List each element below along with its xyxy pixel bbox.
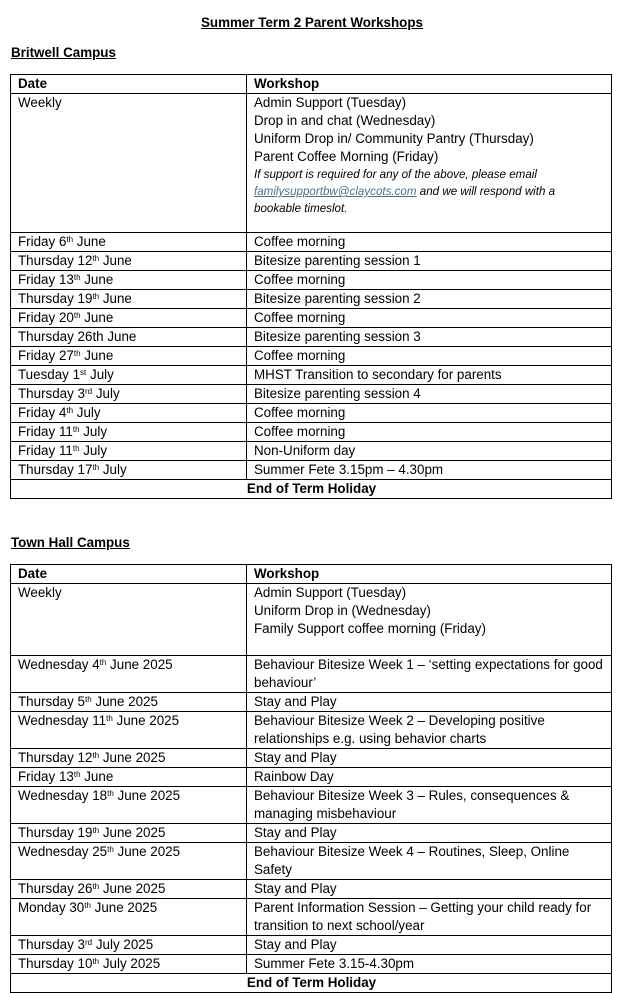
date-rest: June [99, 291, 132, 306]
date-rest: July [92, 386, 120, 401]
date-day: Friday [18, 272, 59, 287]
row-date [11, 385, 247, 404]
date-day: Thursday [18, 825, 78, 840]
table-row [11, 347, 612, 366]
row-workshop: Coffee morning [247, 271, 612, 290]
row-date [11, 309, 247, 328]
row-date [11, 787, 247, 824]
end-of-term-label: End of Term Holiday [11, 480, 612, 499]
date-rest: July 2025 [92, 937, 154, 952]
date-num: 12 [77, 253, 93, 268]
date-suffix: th [106, 714, 113, 723]
date-day: Thursday [18, 881, 78, 896]
row-workshop: Summer Fete 3.15pm – 4.30pm [247, 461, 612, 480]
end-of-term-row [11, 974, 612, 993]
weekly-label: Weekly [11, 584, 247, 656]
date-rest: June 2025 [91, 694, 158, 709]
date-num: 3 [77, 386, 85, 401]
date-rest: July 2025 [99, 956, 161, 971]
row-date [11, 233, 247, 252]
date-day: Friday [18, 424, 59, 439]
row-workshop: Stay and Play [247, 693, 612, 712]
date-suffix: rd [85, 387, 93, 396]
date-rest: June 2025 [113, 788, 181, 803]
date-day: Friday [18, 443, 59, 458]
table-row [11, 693, 612, 712]
row-date [11, 843, 247, 880]
row-workshop: Bitesize parenting session 4 [247, 385, 612, 404]
table-row [11, 423, 612, 442]
row-workshop: Rainbow Day [247, 768, 612, 787]
row-workshop: Coffee morning [247, 423, 612, 442]
table-row [11, 712, 612, 749]
weekly-row [11, 584, 612, 656]
date-num: 13 [58, 769, 74, 784]
date-suffix: th [72, 425, 80, 434]
table-row [11, 824, 612, 843]
table-row [11, 366, 612, 385]
date-rest: June 2025 [112, 713, 180, 728]
date-rest: June 2025 [99, 750, 166, 765]
row-date [11, 442, 247, 461]
table-row [11, 768, 612, 787]
date-rest: July [79, 424, 108, 439]
date-day: Wednesday [18, 788, 93, 803]
table-row [11, 290, 612, 309]
date-rest: June [80, 272, 114, 287]
britwell-schedule-table [10, 74, 612, 499]
weekly-item: Admin Support (Tuesday) [254, 95, 407, 110]
date-column-header: Date [11, 75, 247, 94]
date-num: 4 [58, 405, 67, 420]
row-workshop: Bitesize parenting session 3 [247, 328, 612, 347]
date-num: 4 [92, 657, 100, 672]
row-date [11, 271, 247, 290]
date-suffix: th [92, 826, 100, 835]
support-note-text: and we will respond with a bookable timeslot. [254, 185, 556, 215]
table-row [11, 749, 612, 768]
date-rest: June 2025 [99, 825, 166, 840]
end-of-term-label: End of Term Holiday [11, 974, 612, 993]
row-workshop: Behaviour Bitesize Week 3 – Rules, consequences & managing misbehaviour [247, 787, 612, 824]
date-suffix: th [66, 235, 74, 244]
date-num: 20 [58, 310, 74, 325]
table-row [11, 787, 612, 824]
weekly-item: Uniform Drop in (Wednesday) [254, 603, 431, 618]
date-day: Thursday [18, 694, 78, 709]
date-suffix: th [92, 463, 100, 472]
date-day: Friday [18, 405, 59, 420]
date-day: Thursday [18, 253, 78, 268]
date-num: 10 [77, 956, 93, 971]
table-header-row [11, 565, 612, 584]
row-date [11, 423, 247, 442]
date-day: Thursday [18, 750, 78, 765]
date-suffix: th [72, 444, 80, 453]
table-row [11, 385, 612, 404]
date-day: Thursday [18, 291, 78, 306]
date-column-header: Date [11, 565, 247, 584]
weekly-workshops [247, 94, 612, 233]
date-day: Thursday [18, 462, 78, 477]
row-workshop: Stay and Play [247, 749, 612, 768]
row-date [11, 712, 247, 749]
table-row [11, 442, 612, 461]
table-row [11, 461, 612, 480]
row-date [11, 290, 247, 309]
row-date [11, 252, 247, 271]
table-row [11, 843, 612, 880]
row-date [11, 461, 247, 480]
date-suffix: st [80, 368, 87, 377]
row-workshop: MHST Transition to secondary for parents [247, 366, 612, 385]
page-title: Summer Term 2 Parent Workshops [200, 15, 423, 30]
date-rest: June [73, 234, 106, 249]
row-date [11, 880, 247, 899]
date-day: Thursday [18, 937, 78, 952]
date-num: 11 [92, 713, 107, 728]
date-suffix: th [107, 845, 114, 854]
row-date [11, 955, 247, 974]
date-suffix: th [92, 292, 100, 301]
date-suffix: th [66, 406, 74, 415]
date-rest: June [99, 253, 132, 268]
support-note-text: If support is required for any of the above, please email [254, 168, 537, 181]
date-num: 27 [58, 348, 74, 363]
weekly-item: Drop in and chat (Wednesday) [254, 113, 436, 128]
row-date [11, 347, 247, 366]
row-date [11, 749, 247, 768]
date-num: 19 [77, 291, 93, 306]
support-email-link[interactable]: familysupportbw@claycots.com [254, 185, 417, 198]
date-num: 11 [58, 443, 73, 458]
date-day: Tuesday [18, 367, 73, 382]
end-of-term-row [11, 480, 612, 499]
row-date [11, 366, 247, 385]
table-row [11, 328, 612, 347]
date-num: 26 [77, 881, 93, 896]
row-date [11, 768, 247, 787]
date-rest: June [80, 769, 114, 784]
date-day: Friday [18, 769, 59, 784]
row-workshop: Non-Uniform day [247, 442, 612, 461]
date-suffix: th [92, 751, 100, 760]
date-rest: June 2025 [113, 844, 181, 859]
table-row [11, 404, 612, 423]
date-suffix: th [99, 658, 107, 667]
table-header-row [11, 75, 612, 94]
table-row [11, 233, 612, 252]
date-day: Friday [18, 310, 59, 325]
date-rest: July [86, 367, 114, 382]
weekly-item: Family Support coffee morning (Friday) [254, 621, 486, 636]
row-date [11, 693, 247, 712]
row-workshop: Coffee morning [247, 233, 612, 252]
date-num: 5 [77, 694, 85, 709]
date-rest: June 2025 [99, 881, 166, 896]
date-rest: July [79, 443, 108, 458]
date-suffix: th [73, 349, 81, 358]
date-suffix: th [73, 770, 81, 779]
date-rest: June [80, 310, 114, 325]
date-num: 3 [77, 937, 85, 952]
date-suffix: th [107, 789, 114, 798]
date-num: 25 [92, 844, 108, 859]
date-num: 19 [77, 825, 93, 840]
date-rest: July [73, 405, 101, 420]
row-workshop: Coffee morning [247, 309, 612, 328]
support-note [254, 166, 605, 217]
row-workshop: Stay and Play [247, 880, 612, 899]
row-workshop: Stay and Play [247, 936, 612, 955]
date-suffix: rd [85, 938, 93, 947]
date-day: Thursday [18, 329, 78, 344]
row-date [11, 656, 247, 693]
table-row [11, 955, 612, 974]
date-day: Thursday [18, 386, 78, 401]
row-date [11, 936, 247, 955]
town-hall-schedule-table [10, 564, 612, 993]
weekly-workshops [247, 584, 612, 656]
date-day: Wednesday [18, 844, 93, 859]
date-rest: June 2025 [90, 900, 158, 915]
table-row [11, 252, 612, 271]
workshop-column-header: Workshop [247, 565, 612, 584]
date-day: Friday [18, 348, 59, 363]
date-day: Wednesday [18, 657, 93, 672]
row-workshop: Behaviour Bitesize Week 1 – ‘setting expectations for good behaviour’ [247, 656, 612, 693]
date-suffix: th [92, 882, 100, 891]
date-rest: June 2025 [106, 657, 173, 672]
campus-heading-britwell: Britwell Campus [11, 45, 116, 60]
weekly-row [11, 94, 612, 233]
table-row [11, 899, 612, 936]
date-num: 6 [58, 234, 67, 249]
table-row [11, 309, 612, 328]
date-rest: July [99, 462, 127, 477]
date-num: 13 [58, 272, 74, 287]
row-date [11, 899, 247, 936]
date-num: 26th June [77, 329, 137, 344]
row-workshop: Parent Information Session – Getting your child ready for transition to next school/year [247, 899, 612, 936]
date-day: Friday [18, 234, 59, 249]
date-num: 12 [77, 750, 93, 765]
campus-heading-town-hall: Town Hall Campus [11, 535, 130, 550]
row-workshop: Bitesize parenting session 2 [247, 290, 612, 309]
date-num: 11 [58, 424, 73, 439]
workshop-column-header: Workshop [247, 75, 612, 94]
date-suffix: th [73, 273, 81, 282]
table-row [11, 936, 612, 955]
row-workshop: Bitesize parenting session 1 [247, 252, 612, 271]
date-suffix: th [84, 901, 91, 910]
date-suffix: th [92, 957, 100, 966]
table-row [11, 880, 612, 899]
weekly-item: Admin Support (Tuesday) [254, 585, 407, 600]
date-num: 18 [92, 788, 108, 803]
date-day: Monday [18, 900, 70, 915]
table-row [11, 271, 612, 290]
row-workshop: Coffee morning [247, 404, 612, 423]
date-suffix: th [85, 695, 92, 704]
row-workshop: Coffee morning [247, 347, 612, 366]
date-rest: June [80, 348, 114, 363]
row-date [11, 404, 247, 423]
row-workshop: Stay and Play [247, 824, 612, 843]
date-suffix: th [73, 311, 81, 320]
weekly-item: Parent Coffee Morning (Friday) [254, 149, 439, 164]
row-workshop: Behaviour Bitesize Week 4 – Routines, Sleep, Online Safety [247, 843, 612, 880]
date-num: 30 [69, 900, 85, 915]
row-date [11, 824, 247, 843]
date-num: 1 [72, 367, 81, 382]
row-workshop: Summer Fete 3.15-4.30pm [247, 955, 612, 974]
table-row [11, 656, 612, 693]
date-num: 17 [77, 462, 93, 477]
date-day: Wednesday [18, 713, 93, 728]
weekly-label: Weekly [11, 94, 247, 233]
weekly-item: Uniform Drop in/ Community Pantry (Thursday) [254, 131, 534, 146]
row-workshop: Behaviour Bitesize Week 2 – Developing positive relationships e.g. using behavior charts [247, 712, 612, 749]
date-day: Thursday [18, 956, 78, 971]
row-date [11, 328, 247, 347]
date-suffix: th [92, 254, 100, 263]
